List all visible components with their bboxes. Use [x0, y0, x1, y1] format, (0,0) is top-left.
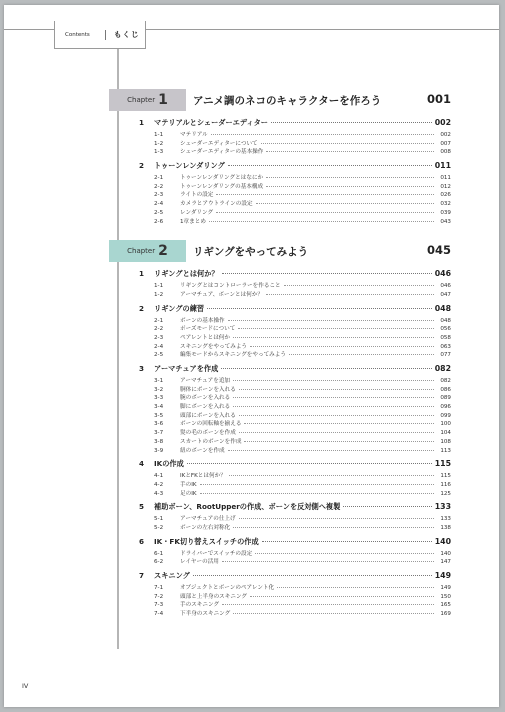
dot-leader [207, 308, 432, 309]
toc-section [139, 571, 451, 618]
toc-item[interactable] [154, 514, 451, 523]
dot-leader [238, 328, 434, 329]
section-page: 140 [434, 536, 451, 546]
toc-section [139, 502, 451, 531]
item-number: 3-3 [154, 395, 164, 402]
section-number: 6 [139, 536, 145, 546]
item-page: 082 [440, 378, 451, 384]
dot-leader [233, 380, 434, 381]
dot-leader [266, 186, 434, 187]
item-number: 3-4 [154, 404, 164, 411]
item-title: 手のスキニング [180, 602, 220, 609]
item-title: アーマチュアを追加 [180, 378, 231, 384]
section-title: マテリアルとシェーダーエディター [154, 118, 268, 127]
section-title: IKの作成 [154, 459, 184, 469]
toc-item[interactable] [154, 419, 451, 428]
section-number: 4 [139, 459, 145, 469]
item-number: 4-3 [154, 490, 164, 497]
toc-item[interactable] [154, 428, 451, 437]
toc-section [139, 161, 451, 225]
toc-item[interactable] [154, 208, 451, 217]
toc-item[interactable] [154, 376, 451, 385]
toc-item[interactable] [154, 173, 451, 182]
item-title: ポーズモードについて [180, 326, 236, 333]
toc-item[interactable] [154, 324, 451, 333]
item-number: 3-5 [154, 412, 164, 419]
item-number: 1-2 [154, 140, 164, 147]
section-heading[interactable] [139, 502, 451, 514]
item-title: ドライバーでスイッチの設定 [180, 550, 253, 557]
item-title: 髪の毛のボーンを作成 [180, 430, 236, 437]
dot-leader [289, 354, 434, 355]
item-page: 125 [440, 490, 451, 497]
dot-leader [262, 541, 432, 542]
toc-item[interactable] [154, 609, 451, 618]
contents-label: Contents [65, 31, 90, 38]
dot-leader [228, 320, 434, 321]
section-number: 2 [139, 161, 145, 171]
item-page: 008 [440, 149, 451, 156]
item-number: 2-1 [154, 317, 164, 324]
dot-leader [193, 575, 432, 576]
section-title: リギングの練習 [154, 303, 205, 313]
chapter-badge [109, 89, 186, 111]
dot-leader [209, 221, 434, 222]
item-page: 086 [440, 386, 451, 393]
item-number: 3-1 [154, 378, 164, 384]
item-number: 3-7 [154, 430, 164, 437]
dot-leader [266, 151, 434, 152]
dot-leader [228, 450, 434, 451]
item-page: 026 [440, 192, 451, 199]
dot-leader [277, 587, 434, 588]
section-heading[interactable] [139, 364, 451, 376]
item-title: ペアレントとは何か [180, 334, 230, 341]
toc-item[interactable] [154, 523, 451, 532]
item-title: トゥーンレンダリングとはなにか [180, 175, 264, 182]
item-number: 4-1 [154, 473, 164, 480]
dot-leader [187, 463, 432, 464]
item-title: 紐のボーンを作成 [180, 447, 225, 454]
item-title: レイヤーの活用 [180, 559, 219, 566]
item-title: トゥーンレンダリングの基本構成 [180, 183, 264, 190]
dot-leader [239, 432, 434, 433]
toc-item[interactable] [154, 402, 451, 411]
dot-leader [221, 368, 431, 369]
item-page: 002 [440, 132, 451, 138]
chapter-page: 001 [426, 92, 451, 106]
item-page: 149 [440, 585, 451, 591]
toc-item[interactable] [154, 316, 451, 325]
item-title: 足のIK [180, 490, 197, 497]
toc-item[interactable] [154, 592, 451, 601]
section-page: 133 [434, 502, 451, 512]
item-title: ライトの設定 [180, 192, 214, 199]
section-heading[interactable] [139, 269, 451, 281]
item-number: 2-4 [154, 201, 164, 208]
toc-item[interactable] [154, 199, 451, 208]
section-number: 2 [139, 303, 145, 313]
item-page: 096 [440, 404, 451, 411]
dot-leader [222, 273, 432, 274]
section-page: 046 [434, 269, 451, 279]
item-number: 2-5 [154, 209, 164, 216]
item-title: スカートのボーンを作成 [180, 438, 242, 445]
section-title: スキニング [154, 571, 190, 580]
dot-leader [284, 285, 434, 286]
chapter-number: 1 [158, 92, 168, 108]
chapter-label: Chapter [127, 96, 156, 104]
toc-item[interactable] [154, 549, 451, 558]
item-page: 063 [440, 343, 451, 350]
dot-leader [200, 493, 434, 494]
dot-leader [239, 415, 434, 416]
item-page: 133 [440, 516, 451, 523]
item-page: 011 [440, 175, 451, 182]
dot-leader [222, 604, 434, 605]
item-number: 2-3 [154, 334, 164, 341]
contents-tab [54, 21, 146, 49]
item-title: 手のIK [180, 481, 197, 488]
toc-item[interactable] [154, 182, 451, 191]
dot-leader [229, 475, 434, 476]
item-number: 1-1 [154, 283, 164, 290]
section-heading[interactable] [139, 304, 451, 316]
toc-item[interactable] [154, 437, 451, 446]
item-number: 6-2 [154, 559, 164, 566]
section-title: リギングとは何か？ [154, 269, 219, 279]
item-title: ボーンの左右対称化 [180, 524, 231, 531]
chapter-title[interactable]: アニメ調のネコのキャラクターを作ろう [193, 95, 382, 107]
section-number: 3 [139, 364, 145, 373]
chapter-badge [109, 240, 186, 262]
item-page: 099 [440, 412, 451, 419]
section-title: IK・FK切り替えスイッチの作成 [154, 536, 259, 546]
toc-item[interactable] [154, 130, 451, 139]
item-page: 165 [440, 602, 451, 609]
item-title: IKとFKとは何か？ [180, 473, 226, 480]
item-page: 104 [440, 430, 451, 437]
section-heading[interactable] [139, 161, 451, 173]
item-title: アーマチュア、ボーンとは何か？ [180, 291, 264, 298]
item-page: 115 [440, 473, 451, 480]
item-page: 043 [440, 218, 451, 225]
table-of-contents [109, 89, 451, 623]
item-number: 1-2 [154, 291, 164, 298]
dot-leader [216, 194, 434, 195]
item-title: 1章まとめ [180, 218, 206, 225]
mokuji-label: もくじ [114, 30, 140, 39]
toc-item[interactable] [154, 446, 451, 455]
toc-item[interactable] [154, 290, 451, 299]
item-number: 7-3 [154, 602, 164, 609]
section-number: 7 [139, 571, 145, 580]
item-page: 032 [440, 201, 451, 208]
item-title: マテリアル [180, 132, 208, 138]
item-page: 138 [440, 524, 451, 531]
section-title: トゥーンレンダリング [154, 161, 225, 171]
item-number: 3-2 [154, 386, 164, 393]
item-number: 1-3 [154, 149, 164, 156]
item-page: 147 [440, 559, 451, 566]
item-title: アーマチュアの仕上げ [180, 516, 236, 523]
item-page: 113 [440, 447, 451, 454]
item-page: 140 [440, 550, 451, 557]
item-page: 100 [440, 421, 451, 428]
section-heading[interactable] [139, 118, 451, 130]
section-page: 048 [434, 303, 451, 313]
section-page: 011 [434, 161, 451, 171]
item-page: 108 [440, 438, 451, 445]
dot-leader [266, 294, 434, 295]
toc-item[interactable] [154, 333, 451, 342]
chapter-heading [109, 89, 451, 111]
item-page: 150 [440, 593, 451, 600]
item-number: 3-8 [154, 438, 164, 445]
item-number: 4-2 [154, 481, 164, 488]
dot-leader [233, 613, 434, 614]
chapter-heading [109, 240, 451, 262]
toc-item[interactable] [154, 385, 451, 394]
dot-leader [228, 165, 432, 166]
item-title: 腕のボーンを入れる [180, 395, 231, 402]
section-heading[interactable] [139, 537, 451, 549]
item-page: 077 [440, 352, 451, 359]
item-number: 5-1 [154, 516, 164, 523]
toc-item[interactable] [154, 411, 451, 420]
section-page: 002 [434, 118, 451, 127]
dot-leader [239, 518, 434, 519]
item-number: 5-2 [154, 524, 164, 531]
section-title: 補助ボーン、RootUpperの作成、ボーンを反対側へ複製 [154, 502, 341, 512]
item-page: 007 [440, 140, 451, 147]
toc-item[interactable] [154, 217, 451, 226]
item-page: 039 [440, 209, 451, 216]
toc-item[interactable] [154, 480, 451, 489]
chapter-page: 045 [426, 243, 451, 258]
page-number: IV [22, 682, 29, 690]
toc-item[interactable] [154, 600, 451, 609]
item-number: 1-1 [154, 132, 164, 138]
item-page: 116 [440, 481, 451, 488]
chapter-number: 2 [158, 243, 168, 260]
item-page: 089 [440, 395, 451, 402]
dot-leader [343, 506, 431, 507]
section-heading[interactable] [139, 459, 451, 471]
item-number: 2-4 [154, 343, 164, 350]
item-number: 7-4 [154, 611, 164, 618]
item-title: 脚にボーンを入れる [180, 404, 231, 411]
item-title: 編集モードからスキニングをやってみよう [180, 352, 286, 359]
section-heading[interactable] [139, 571, 451, 583]
toc-section [139, 304, 451, 359]
toc-item[interactable] [154, 489, 451, 498]
dot-leader [211, 134, 434, 135]
dot-leader [239, 389, 434, 390]
chapter-label: Chapter [127, 247, 156, 256]
toc-item[interactable] [154, 471, 451, 480]
book-page [4, 5, 499, 707]
section-number: 5 [139, 502, 145, 512]
item-title: リギングとはコントローラーを作ること [180, 283, 281, 290]
toc-item[interactable] [154, 583, 451, 592]
toc-section [139, 364, 451, 454]
toc-item[interactable] [154, 139, 451, 148]
section-page: 149 [434, 571, 451, 580]
item-title: 頭部と上半身のスキニング [180, 593, 248, 600]
item-page: 047 [440, 291, 451, 298]
toc-item[interactable] [154, 342, 451, 351]
item-number: 3-6 [154, 421, 164, 428]
dot-leader [255, 553, 434, 554]
item-page: 056 [440, 326, 451, 333]
item-number: 2-6 [154, 218, 164, 225]
dot-leader [233, 406, 434, 407]
toc-section [139, 269, 451, 298]
dot-leader [261, 143, 434, 144]
toc-item[interactable] [154, 393, 451, 402]
toc-item[interactable] [154, 557, 451, 566]
item-title: ボーンの基本操作 [180, 317, 225, 324]
dot-leader [244, 441, 434, 442]
item-number: 2-2 [154, 183, 164, 190]
toc-section [139, 537, 451, 566]
item-page: 046 [440, 283, 451, 290]
toc-section [139, 118, 451, 156]
dot-leader [244, 423, 434, 424]
item-number: 3-9 [154, 447, 164, 454]
item-number: 6-1 [154, 550, 164, 557]
section-page: 082 [434, 364, 451, 373]
dot-leader [233, 527, 434, 528]
section-title: アーマチュアを作成 [154, 364, 219, 373]
item-number: 7-1 [154, 585, 164, 591]
item-title: レンダリング [180, 209, 214, 216]
section-page: 115 [434, 459, 451, 469]
item-number: 2-1 [154, 175, 164, 182]
item-page: 048 [440, 317, 451, 324]
toc-item[interactable] [154, 350, 451, 359]
item-title: 胴体にボーンを入れる [180, 386, 236, 393]
item-page: 012 [440, 183, 451, 190]
dot-leader [222, 561, 434, 562]
item-page: 169 [440, 611, 451, 618]
item-title: シェーダーエディターについて [180, 140, 258, 147]
dot-leader [233, 397, 434, 398]
item-title: 下半身のスキニング [180, 611, 231, 618]
dot-leader [200, 484, 434, 485]
dot-leader [256, 203, 434, 204]
item-number: 2-3 [154, 192, 164, 199]
section-number: 1 [139, 118, 145, 127]
dot-leader [250, 346, 434, 347]
toc-item[interactable] [154, 190, 451, 199]
item-title: シェーダーエディターの基本操作 [180, 149, 264, 156]
toc-item[interactable] [154, 147, 451, 156]
item-title: カメラとアウトラインの設定 [180, 201, 253, 208]
dot-leader [233, 337, 434, 338]
item-page: 058 [440, 334, 451, 341]
item-title: オブジェクトとボーンのペアレント化 [180, 585, 275, 591]
item-number: 7-2 [154, 593, 164, 600]
dot-leader [216, 212, 434, 213]
dot-leader [271, 122, 432, 123]
item-number: 2-5 [154, 352, 164, 359]
section-number: 1 [139, 269, 145, 279]
dot-leader [266, 177, 434, 178]
toc-section [139, 459, 451, 497]
item-title: ボーンの回転軸を揃える [180, 421, 242, 428]
item-title: スキニングをやってみよう [180, 343, 248, 350]
toc-item[interactable] [154, 281, 451, 290]
chapter-title[interactable]: リギングをやってみよう [193, 246, 309, 259]
item-title: 頭部にボーンを入れる [180, 412, 236, 419]
dot-leader [250, 596, 434, 597]
item-number: 2-2 [154, 326, 164, 333]
